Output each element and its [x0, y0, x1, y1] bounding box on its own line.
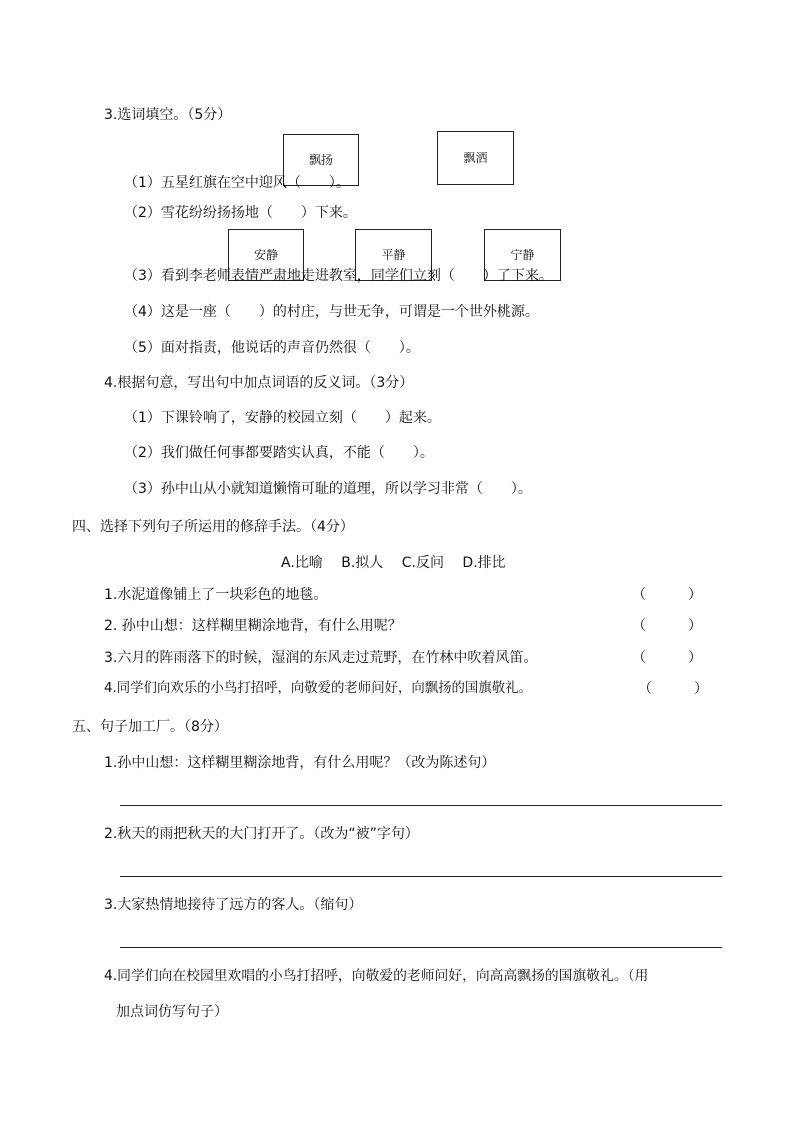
- q4-item: （1）下课铃响了，安静的校园立刻（ ）起来。: [124, 410, 441, 426]
- word-option-box: 宁静: [484, 229, 561, 281]
- q3-item: （4）这是一座（ ）的村庄，与世无争，可谓是一个世外桃源。: [124, 304, 539, 320]
- rhetoric-item: 2. 孙中山想：这样糊里糊涂地背，有什么用呢？: [104, 618, 402, 634]
- q3-title: 3.选词填空。（5分）: [104, 107, 232, 123]
- word-option-box: 平静: [355, 229, 432, 281]
- word-option-box: 安静: [228, 229, 304, 281]
- answer-paren: （ ）: [632, 650, 702, 666]
- rewrite-item: 1.孙中山想：这样糊里糊涂地背，有什么用呢？（改为陈述句）: [104, 755, 496, 771]
- section5-title: 五、句子加工厂。（8分）: [72, 719, 228, 735]
- answer-paren: （ ）: [632, 587, 702, 603]
- q3-item: （2）雪花纷纷扬扬地（ ）下来。: [124, 205, 357, 221]
- q4-item: （3）孙中山从小就知道懒惰可耻的道理，所以学习非常（ ）。: [124, 481, 532, 497]
- q3-item: （5）面对指责，他说话的声音仍然很（ ）。: [124, 340, 420, 356]
- answer-line[interactable]: [120, 947, 722, 948]
- q3-item: （3）看到李老师表情严肃地走进教室，同学们立刻（ ）了下来。: [124, 268, 553, 284]
- rewrite-item: 2.秋天的雨把秋天的大门打开了。（改为“被”字句）: [104, 826, 419, 842]
- rewrite-item-4-line2: 加点词仿写句子）: [116, 1004, 228, 1020]
- word-option-box: 飘扬: [283, 134, 359, 186]
- q4-item: （2）我们做任何事都要踏实认真，不能（ ）。: [124, 445, 434, 461]
- rhetoric-item: 4.同学们向欢乐的小鸟打招呼，向敬爱的老师问好，向飘扬的国旗敬礼。: [104, 681, 532, 696]
- word-option-box: 飘洒: [437, 131, 514, 185]
- rewrite-item: 3.大家热情地接待了远方的客人。（缩句）: [104, 897, 363, 913]
- q3-item: （1）五星红旗在空中迎风（ ）。: [124, 175, 350, 191]
- answer-line[interactable]: [120, 876, 722, 877]
- q4-title: 4.根据句意，写出句中加点词语的反义词。（3分）: [104, 375, 414, 391]
- rhetoric-item: 3.六月的阵雨落下的时候，湿润的东风走过荒野，在竹林中吹着风笛。: [104, 650, 538, 666]
- answer-line[interactable]: [120, 805, 722, 806]
- rewrite-item-4-line1: 4.同学们向在校园里欢唱的小鸟打招呼，向敬爱的老师问好，向高高飘扬的国旗敬礼。（用: [104, 968, 649, 984]
- answer-paren: （ ）: [632, 618, 702, 634]
- answer-paren: （ ）: [638, 681, 708, 697]
- section4-title: 四、选择下列句子所运用的修辞手法。（4分）: [72, 519, 354, 535]
- rhetoric-item: 1.水泥道像铺上了一块彩色的地毯。: [104, 587, 328, 603]
- rhetoric-choices: A.比喻 B.拟人 C.反问 D.排比: [281, 555, 506, 571]
